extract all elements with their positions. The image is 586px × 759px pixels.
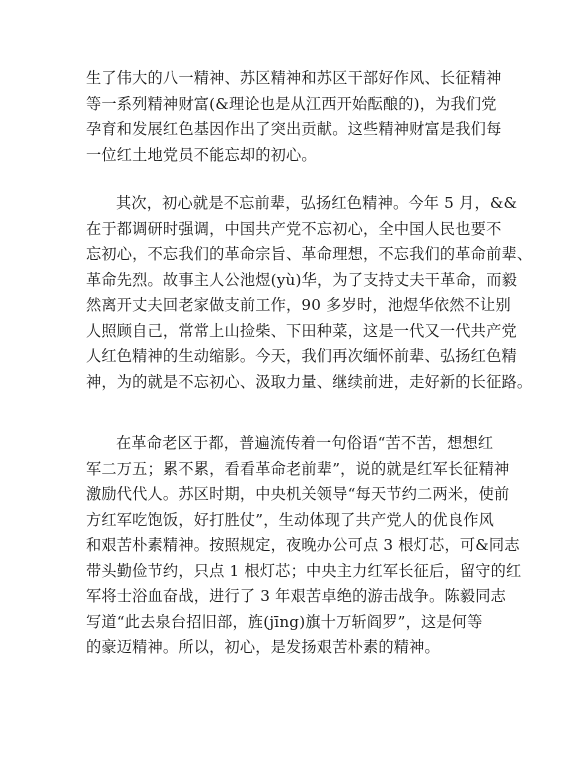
text-line: 革命先烈。故事主人公池煜(yù)华，为了支持丈夫干革命，而毅	[86, 270, 518, 289]
text-line: 人照顾自己，常常上山捡柴、下田种菜，这是一代又一代共产党	[86, 321, 517, 340]
text-line: 等一系列精神财富(&理论也是从江西开始酝酿的)，为我们党	[86, 94, 497, 113]
text-line: 的豪迈精神。所以，初心，是发扬艰苦朴素的精神。	[86, 638, 440, 656]
text-line: 带头勤俭节约，只点 1 根灯芯；中央主力红军长征后，留守的红	[86, 561, 522, 580]
text-line: 孕育和发展红色基因作出了突出贡献。这些精神财富是我们每	[86, 120, 502, 138]
text-line: 方红军吃饱饭，好打胜仗”，生动体现了共产党人的优良作风	[86, 510, 495, 529]
text-line: 其次，初心就是不忘前辈，弘扬红色精神。今年 5 月，&&	[116, 194, 518, 212]
paragraph-3	[86, 431, 522, 661]
text-line: 在革命老区于都，普遍流传着一句俗语“苦不苦，想想红	[116, 434, 494, 452]
paragraph-2	[86, 191, 533, 395]
text-line: 军二万五；累不累，看看革命老前辈”，说的就是红军长征精神	[86, 459, 510, 478]
text-line: 军将士浴血奋战，进行了 3 年艰苦卓绝的游击战争。陈毅同志	[86, 587, 506, 605]
text-line: 然离开丈夫回老家做支前工作，90 多岁时，池煜华依然不让别	[86, 296, 511, 314]
paragraph-1	[86, 66, 516, 168]
text-line: 写道“此去泉台招旧部，旌(jīng)旗十万斩阎罗”，这是何等	[86, 612, 483, 631]
text-line: 神，为的就是不忘初心、汲取力量、继续前进，走好新的长征路。	[86, 372, 533, 391]
text-line: 和艰苦朴素精神。按照规定，夜晚办公可点 3 根灯芯，可&同志	[86, 536, 520, 554]
text-line: 忘初心，不忘我们的革命宗旨、革命理想，不忘我们的革命前辈、	[86, 245, 533, 263]
text-line: 一位红土地党员不能忘却的初心。	[86, 145, 317, 164]
text-line: 激励代代人。苏区时期，中央机关领导“每天节约二两米，使前	[86, 485, 510, 503]
text-line: 生了伟大的八一精神、苏区精神和苏区干部好作风、长征精神	[86, 69, 502, 87]
text-line: 在于都调研时强调，中国共产党不忘初心，全中国人民也要不	[86, 219, 502, 238]
text-line: 人红色精神的生动缩影。今天，我们再次缅怀前辈、弘扬红色精	[86, 347, 517, 365]
